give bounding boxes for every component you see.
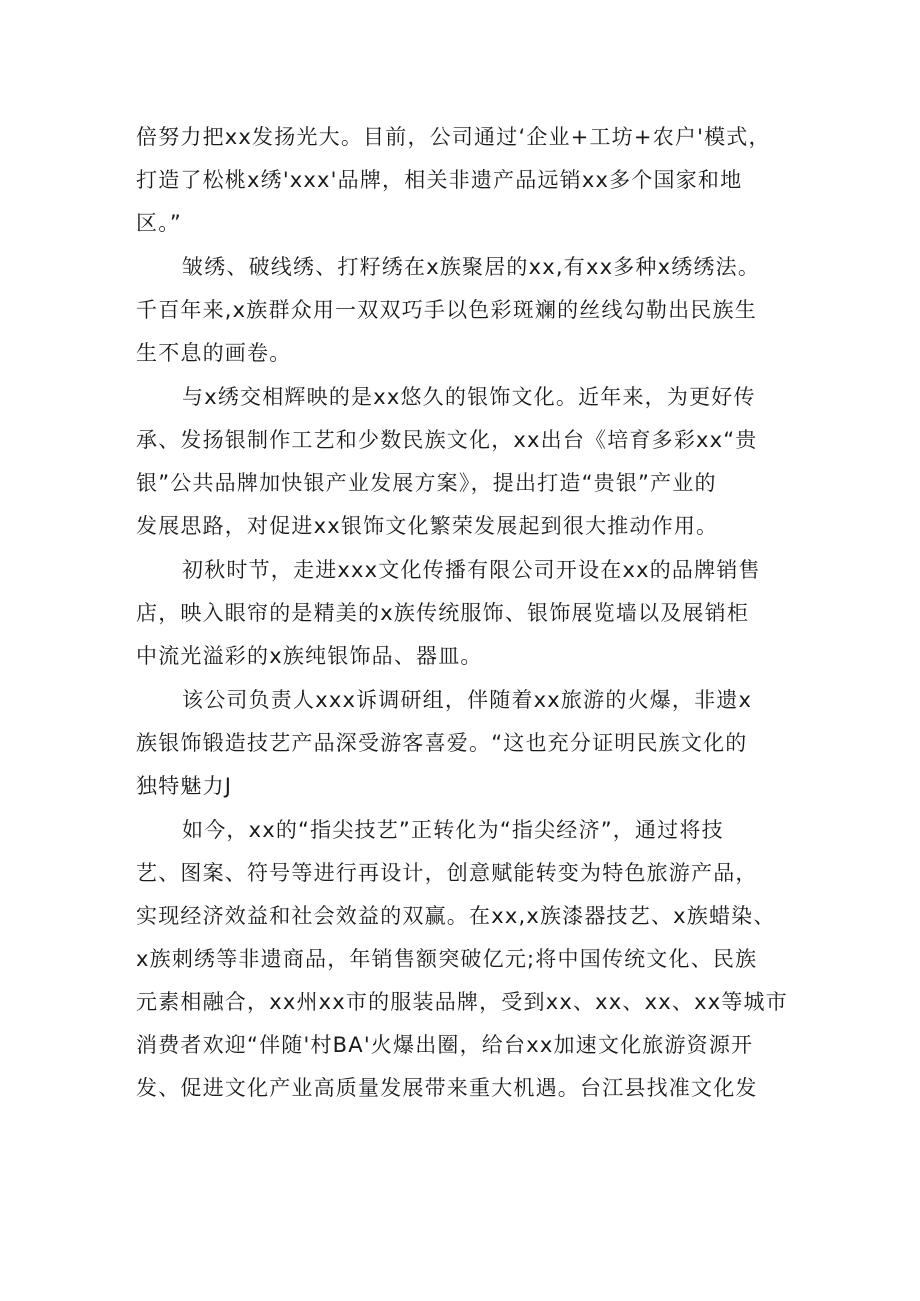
text-line: 银”公共品牌加快银产业发展方案》，提出打造“贵银”产业的 bbox=[136, 471, 717, 495]
text-line: 千百年来,x族群众用一双双巧手以色彩斑斓的丝线勾勒出民族生 bbox=[136, 298, 757, 322]
text-line: 该公司负责人xxx诉调研组，伴随着xx旅游的火爆，非遗x bbox=[182, 688, 753, 712]
text-line: x族刺绣等非遗商品，年销售额突破亿元;将中国传统文化、民族 bbox=[136, 947, 758, 971]
text-line: 生不息的画卷。 bbox=[136, 341, 292, 365]
text-line: 如今，xx的“指尖技艺”正转化为“指尖经济”，通过将技 bbox=[182, 818, 724, 842]
text-line: 发展思路，对促进xx银饰文化繁荣发展起到很大推动作用。 bbox=[136, 514, 719, 538]
text-line: 发、促进文化产业高质量发展带来重大机遇。台江县找准文化发 bbox=[136, 1076, 758, 1100]
text-line: 实现经济效益和社会效益的双赢。在xx,x族漆器技艺、x族蜡染、 bbox=[136, 904, 776, 928]
text-line: 打造了松桃x绣'xxx'品牌，相关非遗产品远销xx多个国家和地 bbox=[136, 168, 743, 192]
text-line: 承、发扬银制作工艺和少数民族文化，xx出台《培育多彩xx“贵 bbox=[136, 428, 758, 452]
text-line: 消费者欢迎“伴随'村BA'火爆出圈，给台xx加速文化旅游资源开 bbox=[136, 1033, 754, 1057]
text-line: 初秋时节，走进xxx文化传播有限公司开设在xx的品牌销售 bbox=[182, 558, 761, 582]
text-line: 与x绣交相辉映的是xx悠久的银饰文化。近年来，为更好传 bbox=[182, 385, 756, 409]
text-line: 族银饰锻造技艺产品深受游客喜爱。“这也充分证明民族文化的 bbox=[136, 731, 748, 755]
text-line: 中流光溢彩的x族纯银饰品、器皿。 bbox=[136, 644, 483, 668]
text-line: 元素相融合，xx州xx市的服装品牌，受到xx、xx、xx、xx等城市 bbox=[136, 990, 788, 1014]
text-line: 店，映入眼帘的是精美的x族传统服饰、银饰展览墙以及展销柜 bbox=[136, 601, 750, 625]
text-line: 区。” bbox=[136, 211, 182, 235]
text-line: 艺、图案、符号等进行再设计，创意赋能转变为特色旅游产品， bbox=[136, 861, 758, 885]
text-line: 皱绣、破线绣、打籽绣在x族聚居的xx,有xx多种x绣绣法。 bbox=[182, 255, 761, 279]
text-line: 独特魅力J bbox=[136, 774, 233, 798]
text-line: 倍努力把xx发扬光大。目前，公司通过‘企业+工坊+农户'模式， bbox=[136, 125, 771, 149]
